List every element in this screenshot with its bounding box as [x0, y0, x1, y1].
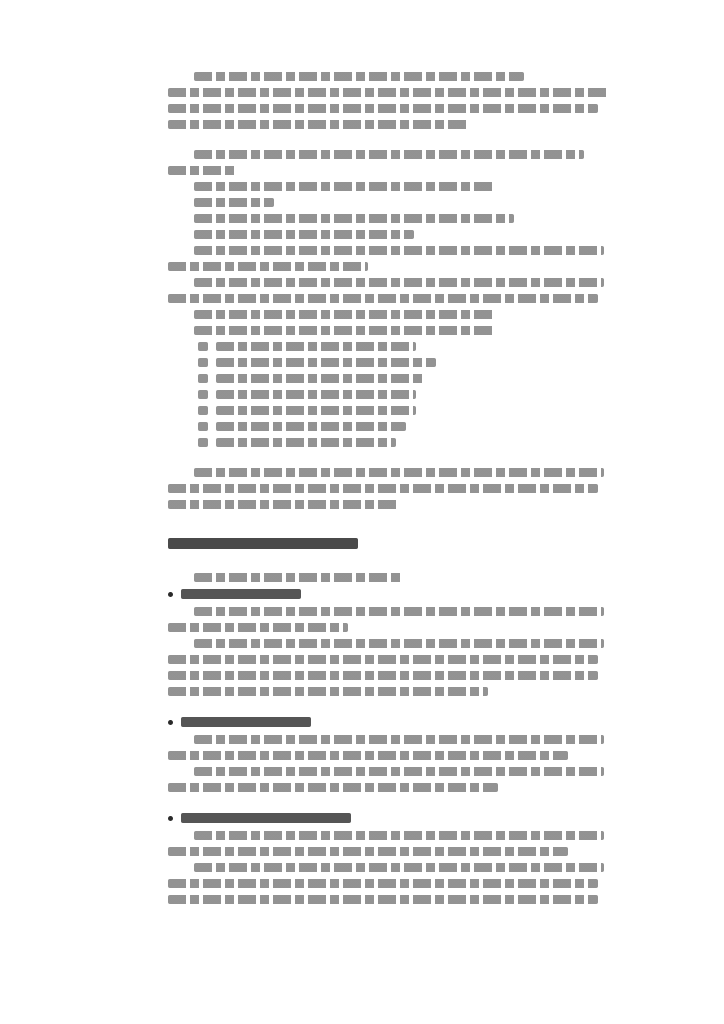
text-line: [194, 150, 584, 159]
text-line: [194, 639, 604, 648]
text-line: [194, 230, 414, 239]
text-line: [168, 783, 498, 792]
text-line: [168, 294, 598, 303]
text-line: [168, 623, 348, 632]
bullet-icon: [168, 720, 173, 725]
bullet-icon: [168, 592, 173, 597]
text-line: [168, 88, 608, 97]
text-line: [194, 735, 604, 744]
text-line: [194, 326, 494, 335]
text-line: [194, 573, 404, 582]
text-line: [168, 895, 598, 904]
list-item: [198, 438, 618, 447]
bullet-heading: [168, 813, 618, 823]
list-item: [198, 422, 618, 431]
text-line: [168, 847, 568, 856]
list-item: [198, 342, 618, 351]
text-line: [194, 198, 274, 207]
note-line: [194, 468, 604, 477]
list-item: [198, 406, 618, 415]
text-line: [168, 262, 368, 271]
text-line: [168, 671, 598, 680]
section-heading: [168, 538, 358, 549]
text-line: [194, 214, 514, 223]
text-line: [194, 72, 524, 81]
text-line: [168, 166, 238, 175]
text-line: [194, 278, 604, 287]
bullet-icon: [168, 816, 173, 821]
text-line: [168, 104, 598, 113]
text-line: [194, 863, 604, 872]
text-line: [194, 767, 604, 776]
text-line: [168, 687, 488, 696]
text-line: [194, 310, 494, 319]
text-line: [168, 751, 568, 760]
list-item: [198, 390, 618, 399]
text-line: [194, 607, 604, 616]
list-item: [198, 374, 618, 383]
text-line: [194, 246, 604, 255]
text-line: [168, 879, 598, 888]
note-line: [168, 484, 598, 493]
bullet-heading: [168, 589, 618, 599]
note-line: [168, 500, 398, 509]
text-line: [194, 182, 494, 191]
bullet-heading: [168, 717, 618, 727]
text-line: [194, 831, 604, 840]
list-item: [198, 358, 618, 367]
text-line: [168, 120, 468, 129]
text-line: [168, 655, 598, 664]
